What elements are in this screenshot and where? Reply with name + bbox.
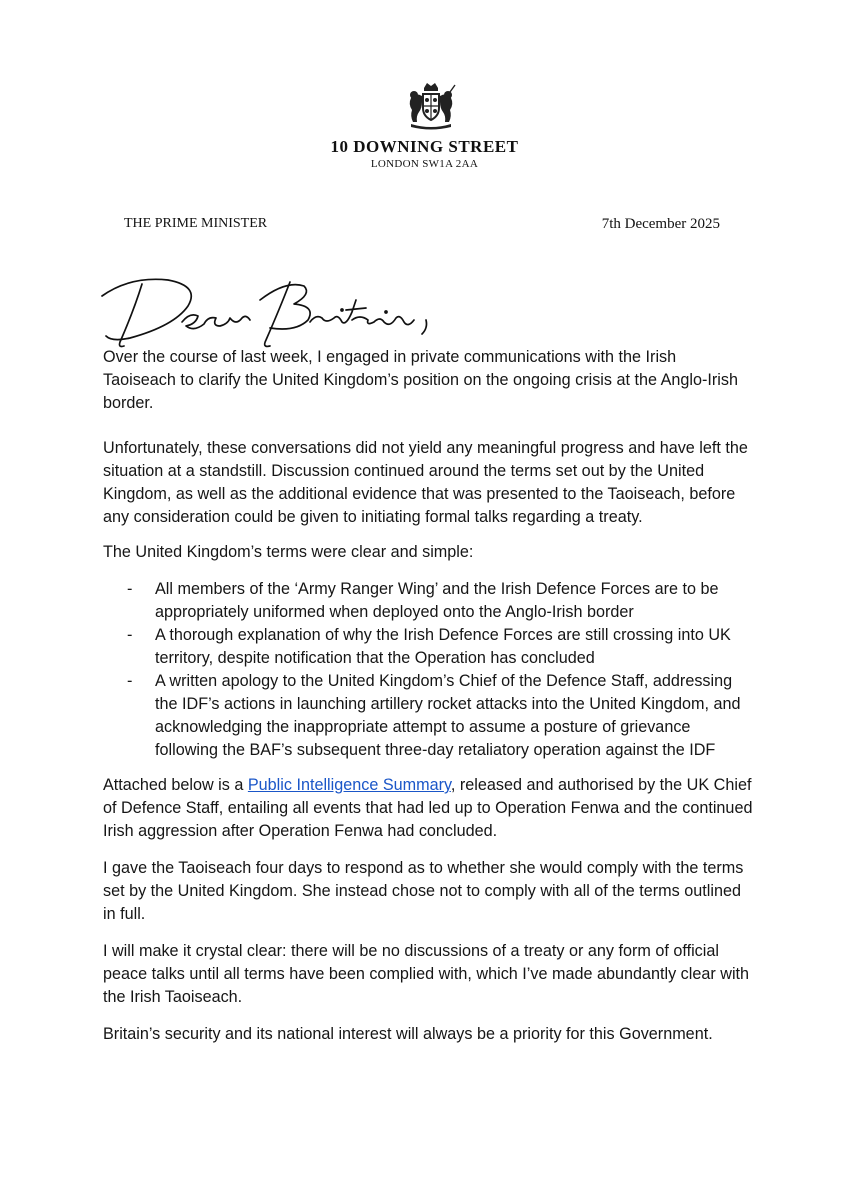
list-item-text: A written apology to the United Kingdom’s Chief of the Defence Staff, addressing the IDF’s actions in launching artillery rocket attacks into the United Kingdom, and acknowledging the inappropriate attempt to assume a posture of grievance following the BAF’s subsequent three-day retaliatory operation against the IDF	[155, 672, 741, 759]
paragraph: I will make it crystal clear: there will be no discussions of a treaty or any form of official peace talks until all terms have been complied with, which I’ve made abundantly clear with the Irish Taoiseach.	[103, 942, 750, 1006]
paragraph-text: Attached below is a	[103, 776, 248, 794]
intelligence-summary-link[interactable]: Public Intelligence Summary	[247, 776, 451, 794]
paragraph: I gave the Taoiseach four days to respond as to whether she would comply with the terms set by the United Kingdom. She instead chose not to comply with all of the terms outlined in full.	[103, 859, 744, 923]
paragraph: Unfortunately, these conversations did not yield any meaningful progress and have left the situation at a standstill. Discussion continued around the terms set out by the United Kingdom, as well as the additional evidence that was presented to the Taoiseach, before any consideration could be given to initiating formal talks regarding a treaty.	[103, 439, 748, 526]
paragraph-text: , released and authorised by the UK Chief of Defence Staff, entailing all events that had led up to Operation Fenwa and the continued Irish aggression after Operation Fenwa had concluded.	[103, 776, 753, 840]
paragraph: Over the course of last week, I engaged in private communications with the Irish Taoiseach to clarify the United Kingdom’s position on the ongoing crisis at the Anglo-Irish border.	[103, 348, 738, 412]
address-title: 10 DOWNING STREET	[330, 137, 519, 156]
handwritten-salutation	[90, 262, 440, 350]
dash-bullet-icon: -	[127, 626, 133, 644]
paragraph: Britain’s security and its national interest will always be a priority for this Government.	[103, 1025, 713, 1043]
sender-title: THE PRIME MINISTER	[124, 216, 268, 231]
list-item-text: All members of the ‘Army Ranger Wing’ and the Irish Defence Forces are to be appropriately uniformed when deployed onto the Anglo-Irish border	[155, 580, 719, 621]
letter-date: 7th December 2025	[601, 216, 720, 232]
terms-list	[103, 578, 753, 762]
paragraph	[103, 774, 753, 843]
dash-bullet-icon: -	[127, 672, 133, 690]
list-item	[103, 670, 753, 762]
letter-body	[103, 346, 753, 1046]
list-item-text: A thorough explanation of why the Irish Defence Forces are still crossing into UK territory, despite notification that the Operation has concluded	[155, 626, 731, 667]
paragraph: The United Kingdom’s terms were clear and simple:	[103, 543, 474, 561]
list-item	[103, 578, 753, 624]
salutation-signature-icon	[90, 262, 440, 350]
list-item	[103, 624, 753, 670]
address-subtitle: LONDON SW1A 2AA	[370, 158, 479, 170]
royal-coat-of-arms-icon	[403, 80, 459, 130]
dash-bullet-icon: -	[127, 580, 133, 598]
